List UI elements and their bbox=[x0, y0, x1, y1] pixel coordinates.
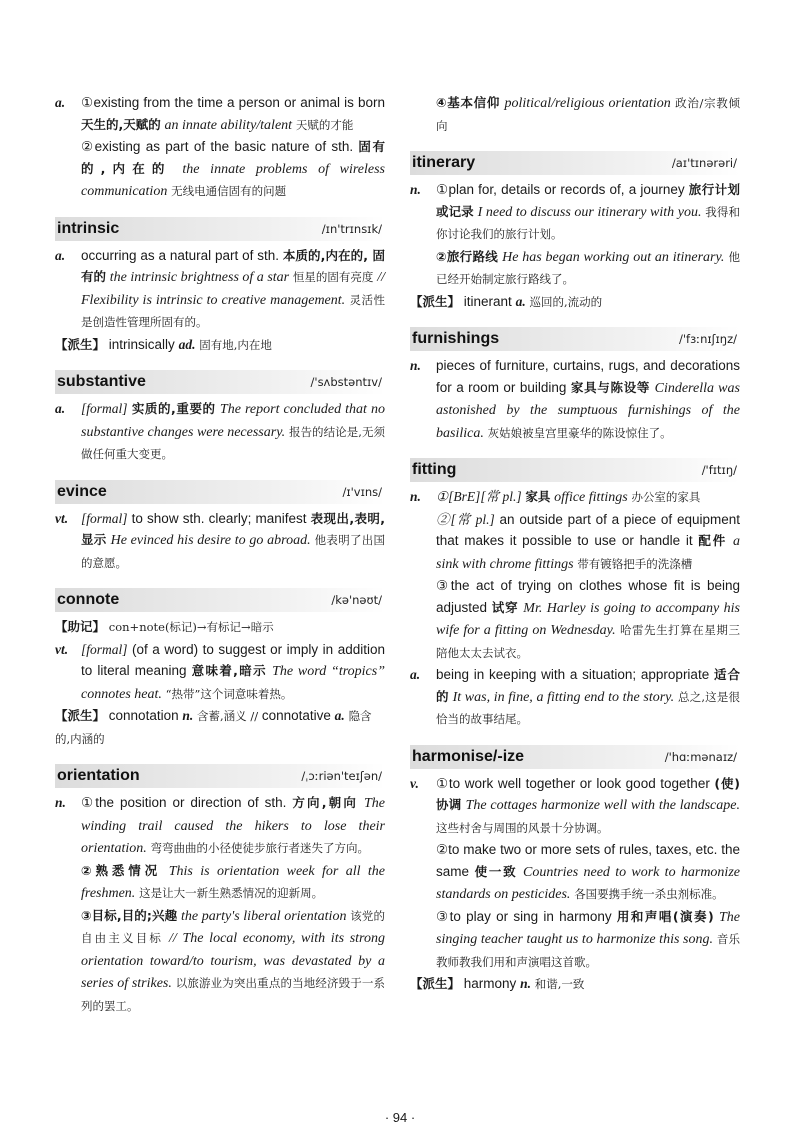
entry-header bbox=[410, 745, 740, 769]
definition-en: (of a word) to suggest or imply in addition to literal meaning bbox=[81, 641, 385, 678]
example-translation: 他表明了出国的意愿。 bbox=[81, 533, 385, 570]
example-translation: 无线电通信固有的问题 bbox=[171, 184, 287, 198]
example: a sink with chrome fittings bbox=[436, 534, 740, 572]
definition-zh: ③目标,目的;兴趣 bbox=[81, 907, 178, 923]
entry-orientation-continued bbox=[410, 92, 740, 137]
definition-en: ①plan for, details or records of, a journey bbox=[436, 182, 685, 197]
phonetic: /'fɜːnɪʃɪŋz/ bbox=[679, 332, 737, 346]
entry-header bbox=[55, 370, 385, 394]
definition-zh: 意味着,暗示 bbox=[191, 663, 267, 678]
definition-zh: 天生的,天赋的 bbox=[81, 116, 161, 132]
sense bbox=[55, 245, 385, 334]
derivative-meaning: 固有地,内在地 bbox=[199, 337, 272, 352]
part-of-speech: a. bbox=[515, 293, 526, 309]
part-of-speech: n. bbox=[520, 976, 531, 991]
part-of-speech: n. bbox=[410, 182, 421, 197]
definition-zh: 用和声唱(演奏) bbox=[616, 908, 714, 924]
mnemonic-text: con+note(标记)→有标记→暗示 bbox=[108, 620, 274, 634]
definition-zh: ④基本信仰 bbox=[436, 95, 501, 110]
sense bbox=[55, 860, 385, 905]
sense bbox=[410, 179, 740, 246]
example: the innate problems of wireless communication bbox=[81, 161, 385, 199]
sense bbox=[55, 508, 385, 575]
sense bbox=[410, 575, 740, 664]
definition-zh: 试穿 bbox=[491, 599, 519, 615]
entry-connote bbox=[55, 588, 385, 750]
part-of-speech: a. bbox=[334, 708, 345, 723]
entry-header bbox=[410, 327, 740, 351]
entry-itinerary bbox=[410, 151, 740, 313]
example-translation: 以旅游业为突出重点的当地经济毁于一系列的罢工。 bbox=[81, 976, 385, 1013]
definition-zh: ②熟悉情况 bbox=[81, 862, 162, 878]
sense bbox=[55, 792, 385, 860]
definition-zh: (使)协调 bbox=[436, 775, 740, 812]
part-of-speech: vt. bbox=[55, 510, 69, 526]
definition-zh: 固有的,内在的 bbox=[81, 139, 385, 176]
definition-en: ②existing as part of the basic nature of sth. bbox=[81, 139, 354, 154]
example-translation: 总之,这是很恰当的故事结尾。 bbox=[436, 689, 740, 726]
example: The report concluded that no substantive changes were necessary. bbox=[81, 402, 385, 440]
derivative-tag: 【派生】 bbox=[410, 293, 461, 309]
sense bbox=[55, 92, 385, 136]
example-translation: 哈雷先生打算在星期三陪他太太去试衣。 bbox=[436, 623, 740, 660]
usage-label: ②[常 pl.] bbox=[436, 511, 495, 527]
example-translation: “热带”这个词意味着热。 bbox=[165, 686, 293, 701]
derivative-word: harmony bbox=[463, 976, 517, 991]
example: the party's liberal orientation bbox=[181, 908, 347, 924]
example: The singing teacher taught us to harmonize this song. bbox=[436, 909, 740, 947]
example: This is orientation week for all the freshmen. bbox=[81, 863, 385, 901]
derivative-tag: 【派生】 bbox=[55, 708, 106, 723]
definition-en: ③the act of trying on clothes whose fit is being adjusted bbox=[436, 578, 740, 615]
definition-zh: 本质的,内在的, 固有的 bbox=[81, 247, 385, 284]
definition-zh: 配件 bbox=[698, 533, 728, 548]
sense bbox=[410, 355, 740, 444]
example: He has began working out an itinerary. bbox=[502, 249, 725, 265]
headword: fitting bbox=[412, 461, 457, 478]
entry-header bbox=[410, 151, 740, 175]
usage-label: ①[BrE][常 pl.] bbox=[436, 489, 522, 504]
definition-zh: 实质的,重要的 bbox=[131, 401, 216, 416]
derivative bbox=[410, 291, 740, 314]
entry-orientation bbox=[55, 764, 385, 1017]
part-of-speech: a. bbox=[55, 401, 66, 416]
example-translation: 带有镀铬把手的洗涤槽 bbox=[577, 556, 693, 571]
sense bbox=[410, 486, 740, 509]
definition-en: pieces of furniture, curtains, rugs, and decorations for a room or building bbox=[436, 358, 740, 395]
example-translation: 我得和你讨论我们的旅行计划。 bbox=[436, 204, 740, 241]
example: the intrinsic brightness of a star bbox=[109, 270, 290, 285]
example: an innate ability/talent bbox=[164, 117, 293, 133]
derivative bbox=[410, 973, 740, 996]
definition-zh: 家具 bbox=[525, 489, 551, 504]
part-of-speech: vt. bbox=[55, 641, 69, 657]
sense bbox=[410, 664, 740, 731]
definition-en: ①the position or direction of sth. bbox=[81, 795, 287, 810]
sense bbox=[410, 906, 740, 974]
example-translation: 恒星的固有亮度 bbox=[292, 270, 374, 284]
example: He evinced his desire to go abroad. bbox=[110, 533, 311, 548]
part-of-speech: a. bbox=[410, 667, 421, 682]
sense bbox=[55, 398, 385, 466]
example-translation: 天赋的才能 bbox=[295, 117, 354, 132]
definition-zh: 适合的 bbox=[436, 667, 740, 704]
sense bbox=[55, 905, 385, 1018]
mnemonic-tag: 【助记】 bbox=[55, 619, 106, 634]
entry-intrinsic bbox=[55, 217, 385, 357]
derivative-word: connotation bbox=[108, 708, 179, 723]
part-of-speech: v. bbox=[410, 775, 419, 791]
example: // Flexibility is intrinsic to creative management. bbox=[81, 270, 385, 308]
definition-en: being in keeping with a situation; appropriate bbox=[436, 667, 710, 682]
definition-zh: 方向,朝向 bbox=[292, 795, 359, 810]
entry-header bbox=[55, 588, 385, 612]
definition-zh: 表现出,表明,显示 bbox=[81, 510, 385, 547]
derivative-meaning: 含蓄,涵义 // bbox=[197, 709, 259, 723]
example: // The local economy, with its strong orientation toward/to tourism, was devastated by a series of strikes. bbox=[81, 931, 385, 991]
mnemonic bbox=[55, 616, 385, 639]
derivative-tag: 【派生】 bbox=[410, 976, 461, 991]
page-number: · 94 · bbox=[384, 1110, 416, 1125]
headword: intrinsic bbox=[57, 219, 120, 237]
example: It was, in fine, a fitting end to the story. bbox=[452, 689, 675, 705]
sense bbox=[410, 773, 740, 840]
headword: itinerary bbox=[412, 154, 476, 171]
part-of-speech: n. bbox=[182, 708, 194, 723]
entry-header bbox=[410, 458, 740, 482]
phonetic: /kə'nəʊt/ bbox=[331, 593, 382, 607]
sense bbox=[410, 92, 740, 137]
entry-substantive bbox=[55, 370, 385, 466]
part-of-speech: n. bbox=[410, 358, 421, 373]
entry-header bbox=[55, 764, 385, 788]
usage-label: [formal] bbox=[81, 401, 128, 416]
derivative-word: itinerant bbox=[463, 293, 512, 309]
headword: furnishings bbox=[412, 330, 500, 347]
derivative-word: connotative bbox=[261, 708, 331, 723]
example: political/religious orientation bbox=[504, 96, 671, 111]
example: The cottages harmonize well with the landscape. bbox=[465, 798, 740, 813]
phonetic: /'fɪtɪŋ/ bbox=[701, 463, 737, 477]
part-of-speech: ad. bbox=[178, 336, 196, 352]
entry-harmonise bbox=[410, 745, 740, 996]
headword: evince bbox=[57, 482, 107, 500]
definition-en: ①existing from the time a person or animal is born bbox=[81, 95, 385, 110]
entry-header bbox=[55, 217, 385, 241]
definition-zh: ②旅行路线 bbox=[436, 248, 499, 264]
example: Cinderella was astonished by the sumptuous furnishings of the basilica. bbox=[436, 380, 740, 441]
phonetic: /ɪ'vɪns/ bbox=[342, 484, 382, 499]
phonetic: /ɪn'trɪnsɪk/ bbox=[321, 221, 382, 236]
headword: connote bbox=[57, 591, 120, 608]
derivative-meaning: 和谐,一致 bbox=[534, 977, 585, 991]
example-translation: 报告的结论是,无须做任何重大变更。 bbox=[81, 424, 385, 461]
entry-fitting bbox=[410, 458, 740, 731]
entry-header bbox=[55, 480, 385, 504]
example-translation: 灵活性是创造性管理所固有的。 bbox=[81, 292, 385, 329]
example: office fittings bbox=[554, 490, 628, 505]
part-of-speech: n. bbox=[410, 489, 421, 504]
definition-en: ③to play or sing in harmony bbox=[436, 908, 612, 924]
example-translation: 办公室的家具 bbox=[631, 490, 701, 504]
part-of-speech: a. bbox=[55, 95, 66, 110]
example-translation: 该党的自由主义目标 bbox=[81, 908, 385, 945]
phonetic: /'sʌbstəntɪv/ bbox=[310, 375, 382, 389]
usage-label: [formal] bbox=[81, 510, 128, 526]
definition-en: ①to work well together or look good together bbox=[436, 775, 710, 791]
definition-en: to show sth. clearly; manifest bbox=[131, 510, 307, 526]
example: I need to discuss our itinerary with you. bbox=[477, 204, 702, 220]
definition-zh: 使一致 bbox=[474, 863, 518, 879]
phonetic: /ˌɔːriən'teɪʃən/ bbox=[301, 769, 382, 783]
derivative bbox=[55, 334, 385, 357]
example-translation: 弯弯曲曲的小径使徒步旅行者迷失了方向。 bbox=[150, 841, 369, 855]
derivative-word: intrinsically bbox=[108, 336, 175, 352]
example: The winding trail caused the hikers to lose their orientation. bbox=[81, 796, 385, 856]
usage-label: [formal] bbox=[81, 641, 128, 657]
definition-zh: 旅行计划或记录 bbox=[436, 182, 740, 219]
example-translation: 各国要携手统一杀虫剂标准。 bbox=[574, 887, 724, 901]
definition-en: ②to make two or more sets of rules, taxes, etc. the same bbox=[436, 842, 740, 879]
sense bbox=[410, 509, 740, 576]
example: Mr. Harley is going to accompany his wife for a fitting on Wednesday. bbox=[436, 600, 740, 638]
example: The word “tropics” connotes heat. bbox=[81, 664, 385, 702]
definition-en: an outside part of a piece of equipment that makes it possible to use or handle it bbox=[436, 511, 740, 548]
derivative-meaning: 隐含的,内涵的 bbox=[55, 709, 372, 746]
part-of-speech: n. bbox=[55, 795, 66, 810]
derivative-meaning: 巡回的,流动的 bbox=[529, 294, 603, 309]
part-of-speech: a. bbox=[55, 247, 66, 263]
entry-innate-continued bbox=[55, 92, 385, 203]
sense bbox=[410, 839, 740, 906]
example-translation: 政治/宗教倾向 bbox=[436, 96, 740, 133]
entry-evince bbox=[55, 480, 385, 575]
definition-en: occurring as a natural part of sth. bbox=[81, 247, 279, 263]
example-translation: 他已经开始制定旅行路线了。 bbox=[436, 249, 740, 286]
derivative bbox=[55, 705, 385, 750]
example-translation: 音乐教师教我们用和声演唱这首歌。 bbox=[436, 932, 740, 969]
example: Countries need to work to harmonize standards on pesticides. bbox=[436, 864, 740, 902]
phonetic: /aɪ'tɪnərəri/ bbox=[671, 156, 737, 170]
entry-furnishings bbox=[410, 327, 740, 444]
example-translation: 灰姑娘被皇宫里豪华的陈设惊住了。 bbox=[487, 425, 672, 440]
sense bbox=[410, 246, 740, 291]
derivative-tag: 【派生】 bbox=[55, 336, 106, 352]
headword: orientation bbox=[57, 767, 140, 784]
right-column bbox=[410, 92, 740, 1010]
headword: harmonise/-ize bbox=[412, 747, 525, 765]
sense bbox=[55, 136, 385, 203]
phonetic: /'hɑːmənaɪz/ bbox=[664, 749, 737, 764]
example-translation: 这些村舍与周围的风景十分协调。 bbox=[436, 820, 609, 835]
definition-zh: 家具与陈设等 bbox=[570, 379, 651, 395]
example-translation: 这是让大一新生熟悉情况的迎新周。 bbox=[139, 886, 324, 900]
left-column bbox=[55, 92, 385, 1031]
sense bbox=[55, 639, 385, 706]
headword: substantive bbox=[57, 373, 146, 390]
